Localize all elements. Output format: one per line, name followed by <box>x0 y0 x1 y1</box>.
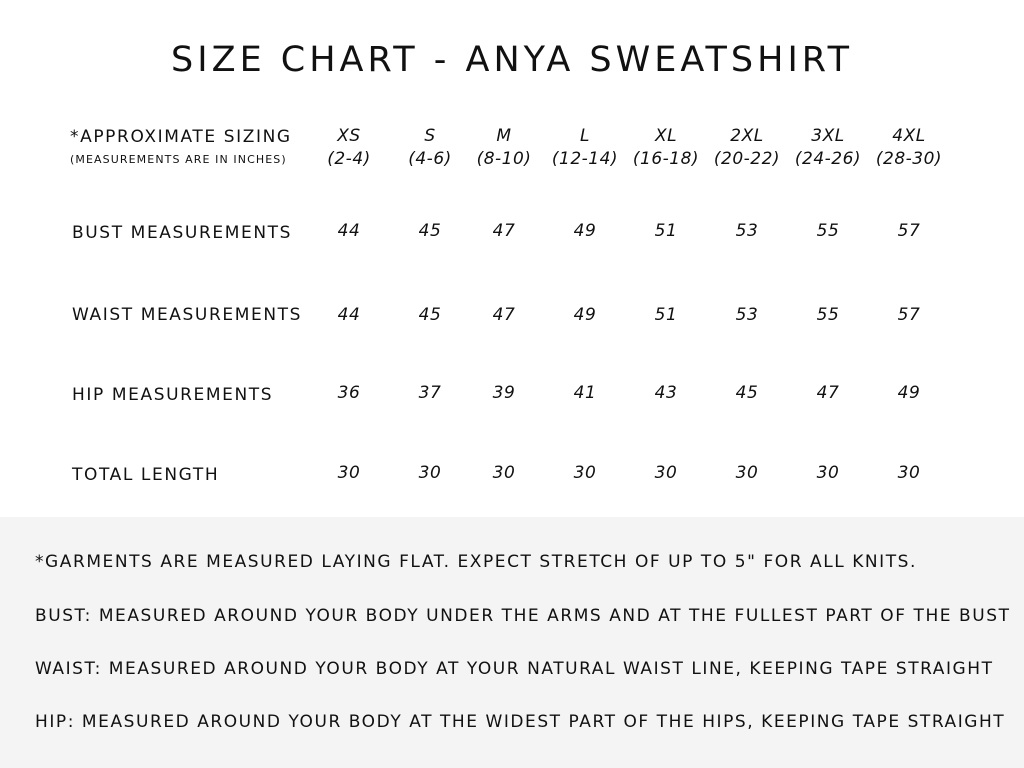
measurement-unit-note: (MEASUREMENTS ARE IN INCHES) <box>70 153 287 166</box>
table-cell: 30 <box>492 463 516 483</box>
note-bust: BUST: MEASURED AROUND YOUR BODY UNDER THE ARMS AND AT THE FULLEST PART OF THE BUST <box>35 606 1011 626</box>
size-header-xs: XS <box>337 126 361 146</box>
table-cell: 47 <box>492 305 516 325</box>
table-cell: 53 <box>735 305 759 325</box>
size-header-l: L <box>580 126 590 146</box>
table-cell: 30 <box>654 463 678 483</box>
table-cell: 41 <box>573 383 597 403</box>
row-label-waist: WAIST MEASUREMENTS <box>72 305 303 325</box>
table-cell: 37 <box>418 383 442 403</box>
table-cell: 30 <box>418 463 442 483</box>
table-cell: 45 <box>418 305 442 325</box>
table-cell: 44 <box>337 221 361 241</box>
size-range-3xl: (24-26) <box>794 149 862 169</box>
size-header-2xl: 2XL <box>730 126 764 146</box>
size-header-s: S <box>424 126 436 146</box>
row-label-total-length: TOTAL LENGTH <box>72 465 220 485</box>
table-cell: 51 <box>654 305 678 325</box>
measurement-notes-panel <box>0 517 1024 768</box>
size-range-xl: (16-18) <box>632 149 700 169</box>
table-cell: 45 <box>735 383 759 403</box>
table-cell: 43 <box>654 383 678 403</box>
table-cell: 30 <box>897 463 921 483</box>
size-range-s: (4-6) <box>408 149 452 169</box>
table-cell: 57 <box>897 305 921 325</box>
approximate-sizing-label: *APPROXIMATE SIZING <box>70 127 292 147</box>
size-range-2xl: (20-22) <box>713 149 781 169</box>
table-cell: 55 <box>816 221 840 241</box>
table-cell: 39 <box>492 383 516 403</box>
table-cell: 44 <box>337 305 361 325</box>
row-label-hip: HIP MEASUREMENTS <box>72 385 274 405</box>
table-cell: 53 <box>735 221 759 241</box>
table-cell: 47 <box>816 383 840 403</box>
note-waist: WAIST: MEASURED AROUND YOUR BODY AT YOUR NATURAL WAIST LINE, KEEPING TAPE STRAIGHT <box>35 659 994 679</box>
row-label-bust: BUST MEASUREMENTS <box>72 223 293 243</box>
page-title: SIZE CHART - ANYA SWEATSHIRT <box>171 40 853 80</box>
table-cell: 30 <box>816 463 840 483</box>
table-cell: 51 <box>654 221 678 241</box>
size-header-m: M <box>496 126 512 146</box>
table-cell: 47 <box>492 221 516 241</box>
table-cell: 57 <box>897 221 921 241</box>
note-hip: HIP: MEASURED AROUND YOUR BODY AT THE WIDEST PART OF THE HIPS, KEEPING TAPE STRAIGHT <box>35 712 1006 732</box>
table-cell: 30 <box>337 463 361 483</box>
table-cell: 36 <box>337 383 361 403</box>
size-range-l: (12-14) <box>551 149 619 169</box>
table-cell: 49 <box>573 221 597 241</box>
table-cell: 49 <box>573 305 597 325</box>
note-garments-flat: *GARMENTS ARE MEASURED LAYING FLAT. EXPECT STRETCH OF UP TO 5" FOR ALL KNITS. <box>35 552 917 572</box>
table-cell: 55 <box>816 305 840 325</box>
size-range-xs: (2-4) <box>327 149 371 169</box>
table-cell: 30 <box>735 463 759 483</box>
table-cell: 45 <box>418 221 442 241</box>
size-header-3xl: 3XL <box>811 126 845 146</box>
size-range-m: (8-10) <box>476 149 532 169</box>
size-range-4xl: (28-30) <box>875 149 943 169</box>
size-header-4xl: 4XL <box>892 126 926 146</box>
table-cell: 30 <box>573 463 597 483</box>
size-header-xl: XL <box>654 126 678 146</box>
table-cell: 49 <box>897 383 921 403</box>
